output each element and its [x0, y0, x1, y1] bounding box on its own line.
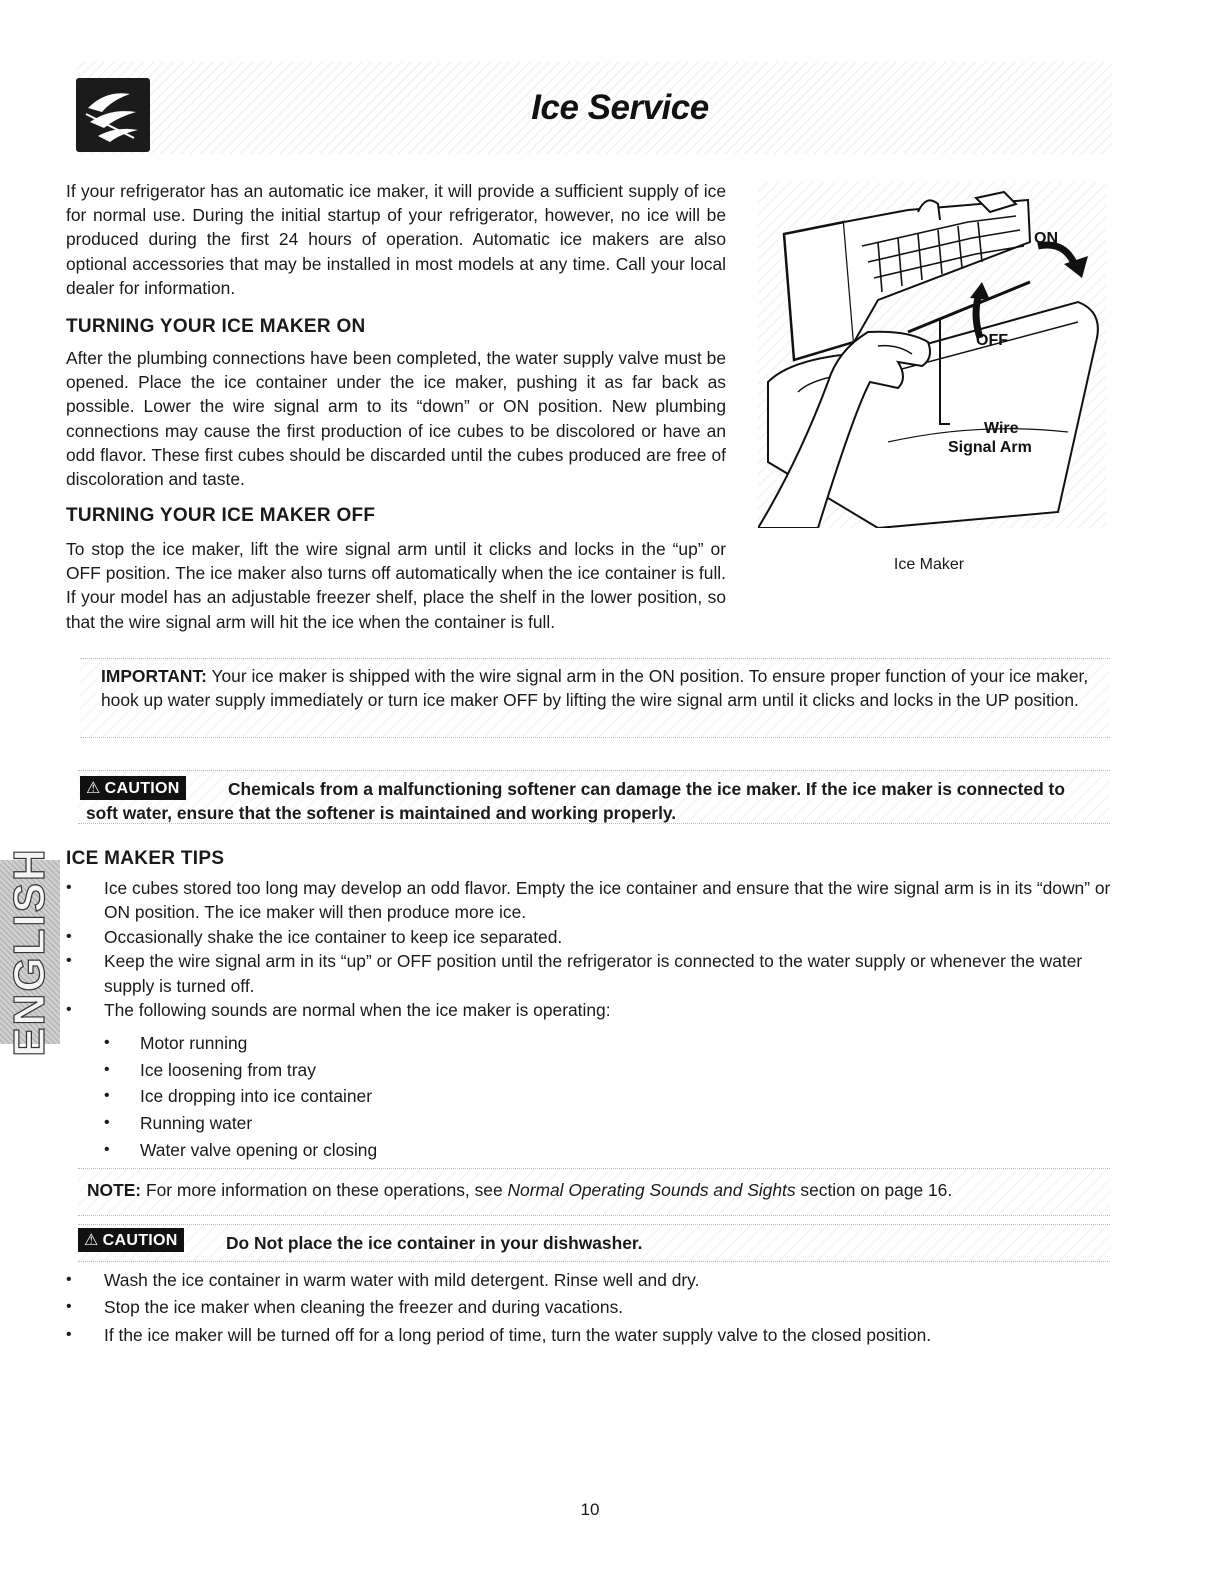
section-off-body: To stop the ice maker, lift the wire signal arm until it clicks and locks in the “up” or OFF position. The ice maker also turns off automatically when the ice container is full. If your model has an adjustable freezer shelf, place the shelf in the lower position, so that the wire signal arm will hit the ice when the container is full. [66, 539, 726, 632]
caution-badge-1: ⚠ CAUTION [80, 776, 186, 800]
figure-caption: Ice Maker [893, 556, 965, 573]
label-wire: Wire [984, 420, 1019, 437]
list-item: • Motor running [104, 1031, 704, 1055]
label-on: ON [1034, 230, 1058, 247]
list-item: • The following sounds are normal when the ice maker is operating: [66, 998, 1114, 1022]
language-tab: ENGLISH [0, 860, 60, 1044]
list-item: • Water valve opening or closing [104, 1138, 704, 1162]
section-heading-off: TURNING YOUR ICE MAKER OFF [66, 505, 376, 526]
list-item: • Keep the wire signal arm in its “up” or OFF position until the refrigerator is connected to the water supply or whenever the water supply is turned off. [66, 949, 1114, 998]
sounds-list [104, 1031, 704, 1165]
list-item: • Stop the ice maker when cleaning the freezer and during vacations. [66, 1295, 1114, 1319]
caution-2-text: Do Not place the ice container in your dishwasher. [226, 1233, 643, 1253]
page-number: 10 [580, 1500, 600, 1519]
list-item: • Occasionally shake the ice container to keep ice separated. [66, 925, 1114, 949]
tips-list [66, 876, 1114, 1022]
list-item: • If the ice maker will be turned off for a long period of time, turn the water supply valve to the closed position. [66, 1323, 1114, 1347]
caution-1-text: Chemicals from a malfunctioning softener can damage the ice maker. If the ice maker is connected to soft water, ensure that the softener is maintained and working properly. [86, 779, 1065, 823]
note: NOTE: For more information on these operations, see Normal Operating Sounds and Sights section on page 16. [87, 1180, 953, 1200]
page-title: Ice Service [531, 88, 709, 127]
label-off: OFF [976, 332, 1008, 349]
section-heading-on: TURNING YOUR ICE MAKER ON [66, 316, 366, 337]
leaves-logo-icon [76, 78, 150, 152]
label-signal-arm: Signal Arm [948, 439, 1032, 456]
note-reference: Normal Operating Sounds and Sights [507, 1180, 796, 1200]
warning-triangle-icon: ⚠ [86, 780, 101, 797]
tips-heading: ICE MAKER TIPS [66, 848, 225, 869]
list-item: • Wash the ice container in warm water with mild detergent. Rinse well and dry. [66, 1268, 1114, 1292]
list-item: • Ice loosening from tray [104, 1058, 704, 1082]
ice-maker-figure [758, 182, 1106, 528]
intro-paragraph: If your refrigerator has an automatic ice maker, it will provide a sufficient supply of ice for normal use. During the initial startup of your refrigerator, however, no ice will be produced during the first 24 hours of operation. Automatic ice makers are also optional accessories that may be installed in most models at any time. Call your local dealer for information. [66, 181, 726, 298]
section-on-body: After the plumbing connections have been completed, the water supply valve must be opened. Place the ice container under the ice maker, pushing it as far back as possible. Lower the wire signal arm to its “down” or ON position. New plumbing connections may cause the first production of ice cubes to be discolored or have an odd flavor. These first cubes should be discarded until the cubes produced are free of discoloration and taste. [66, 348, 726, 490]
important-label: IMPORTANT: [101, 666, 207, 686]
caution-badge-2: ⚠ CAUTION [78, 1228, 184, 1252]
list-item: • Running water [104, 1111, 704, 1135]
warning-triangle-icon: ⚠ [84, 1232, 99, 1249]
important-note [101, 664, 1097, 712]
list-item: • Ice cubes stored too long may develop an odd flavor. Empty the ice container and ensure that the wire signal arm is in its “down” or ON position. The ice maker will then produce more ice. [66, 876, 1114, 925]
list-item: • Ice dropping into ice container [104, 1084, 704, 1108]
note-label: NOTE: [87, 1180, 142, 1200]
care-list [66, 1268, 1114, 1347]
important-text: Your ice maker is shipped with the wire signal arm in the ON position. To ensure proper function of your ice maker, hook up water supply immediately or turn ice maker OFF by lifting the wire signal arm until it clicks and locks in the UP position. [101, 666, 1089, 710]
